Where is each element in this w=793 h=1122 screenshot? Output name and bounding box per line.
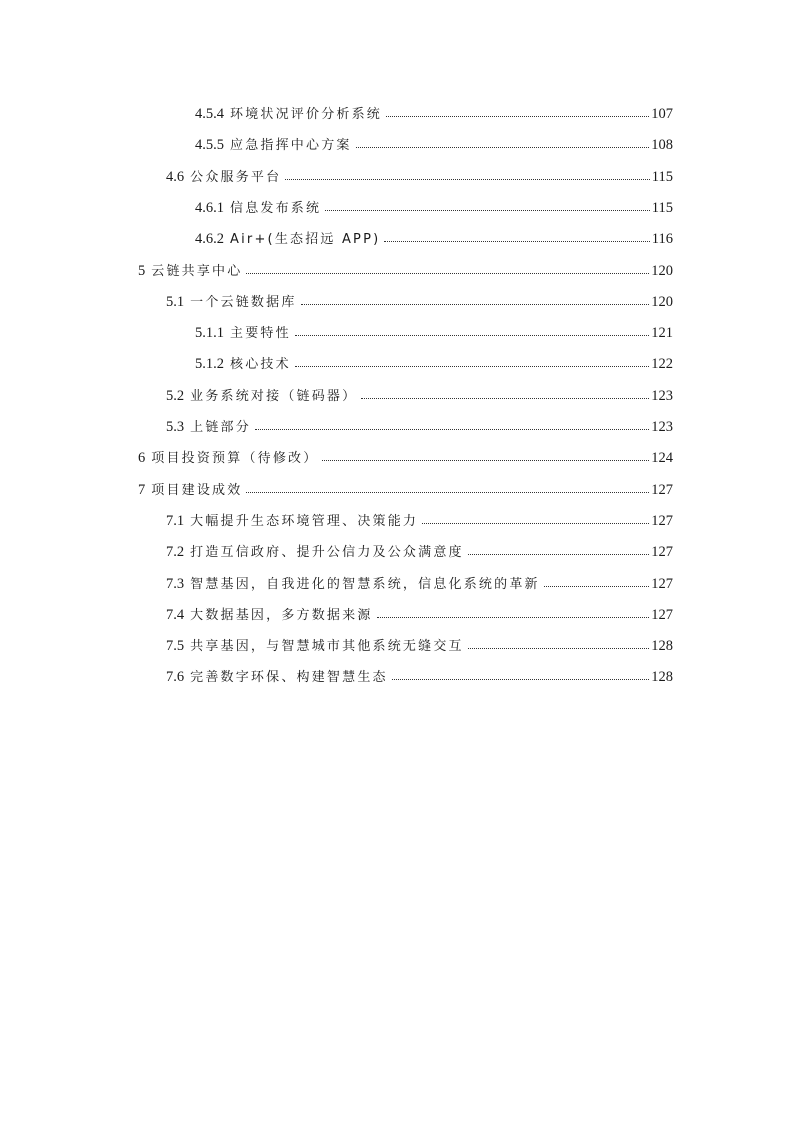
toc-entry-number: 5 [138,262,146,279]
toc-entry-page: 127 [651,481,673,498]
dot-leader [285,161,649,180]
dot-leader [295,317,649,336]
toc-entry-title: 公众服务平台 [190,169,282,185]
dot-leader [356,129,650,148]
toc-entry-page: 127 [651,544,673,561]
toc-entry-page: 123 [651,419,673,435]
dot-leader [468,630,650,649]
dot-leader [255,411,649,430]
toc-entry-page: 116 [651,231,673,248]
toc-entry-page: 128 [651,669,673,686]
toc-entry-number: 7.1 [166,512,185,529]
toc-entry-number: 4.6.2 [195,231,224,248]
toc-entry[interactable] [138,475,673,499]
toc-entry[interactable] [138,256,673,280]
toc-entry-title: 上链部分 [190,420,251,435]
toc-entry-number: 5.3 [166,419,185,435]
dot-leader [544,568,650,587]
toc-entry-number: 4.6 [166,168,185,185]
toc-entry-number: 5.1.1 [195,325,224,342]
toc-entry[interactable] [166,412,673,436]
toc-entry-title: 云链共享中心 [151,263,243,279]
toc-entry-title: 大数据基因，多方数据来源 [190,607,373,623]
toc-entry-page: 127 [651,512,673,529]
toc-entry-number: 5.1 [166,293,185,310]
toc-entry-title: 大幅提升生态环境管理、决策能力 [190,513,419,529]
toc-entry[interactable] [166,662,673,686]
toc-entry[interactable] [166,287,673,311]
dot-leader [386,98,649,117]
toc-entry[interactable] [166,631,673,655]
toc-entry-page: 124 [651,450,673,467]
dot-leader [422,505,649,524]
toc-entry[interactable] [195,318,673,342]
toc-entry[interactable] [195,224,673,248]
toc-entry[interactable] [166,537,673,561]
toc-entry-page: 127 [651,575,673,592]
toc-entry-title: 智慧基因，自我进化的智慧系统，信息化系统的革新 [190,576,540,592]
toc-entry[interactable] [138,443,673,467]
toc-entry[interactable] [195,99,673,123]
toc-entry-number: 7 [138,481,146,498]
toc-entry[interactable] [195,349,673,373]
toc-entry-page: 120 [651,293,673,310]
dot-leader [325,192,650,211]
toc-entry-title: 共享基因，与智慧城市其他系统无缝交互 [190,639,464,655]
dot-leader [246,474,649,493]
toc-entry-title: 打造互信政府、提升公信力及公众满意度 [190,545,464,561]
toc-entry-title: 项目建设成效 [151,482,243,498]
toc-entry-number: 5.1.2 [195,356,224,373]
toc-entry-page: 115 [651,168,673,185]
toc-entry-page: 122 [651,356,673,373]
toc-entry-number: 6 [138,450,146,467]
toc-entry-number: 7.6 [166,669,185,686]
toc-entry[interactable] [166,600,673,624]
toc-entry-number: 4.5.5 [195,137,224,154]
toc-entry-number: 7.5 [166,638,185,655]
dot-leader [468,536,650,555]
toc-entry-number: 4.5.4 [195,106,224,122]
dot-leader [295,348,649,367]
toc-entry-page: 121 [651,325,673,342]
toc-entry-number: 5.2 [166,387,185,404]
toc-entry[interactable] [166,381,673,405]
toc-entry-number: 4.6.1 [195,199,224,216]
dot-leader [392,661,650,680]
toc-entry-title: Air+(生态招远 APP) [230,232,381,248]
toc-entry[interactable] [195,193,673,217]
toc-entry-title: 环境状况评价分析系统 [230,107,383,122]
toc-entry-title: 完善数字环保、构建智慧生态 [190,670,388,686]
toc-entry-page: 123 [651,387,673,404]
toc-entry-title: 主要特性 [230,326,291,342]
toc-entry-page: 127 [651,606,673,623]
toc-entry-number: 7.4 [166,606,185,623]
toc-entry-page: 108 [651,137,673,154]
dot-leader [384,223,649,242]
toc-entry-title: 应急指挥中心方案 [230,138,352,154]
dot-leader [246,255,649,274]
dot-leader [301,286,650,305]
toc-entry-page: 107 [651,106,673,122]
toc-entry-page: 128 [651,638,673,655]
toc-entry[interactable] [166,569,673,593]
dot-leader [377,599,650,618]
toc-entry-number: 7.2 [166,544,185,561]
toc-entry-title: 一个云链数据库 [190,294,297,310]
toc-entry-title: 业务系统对接（链码器） [190,388,358,404]
toc-entry-page: 115 [651,199,673,216]
toc-entry-page: 120 [651,262,673,279]
toc-entry-title: 核心技术 [230,357,291,373]
toc-entry[interactable] [166,162,673,186]
toc-entry-number: 7.3 [166,575,185,592]
toc-entry-title: 信息发布系统 [230,200,322,216]
toc-entry[interactable] [166,506,673,530]
dot-leader [361,380,649,399]
toc-entry[interactable] [195,130,673,154]
toc-entry-title: 项目投资预算（待修改） [151,451,319,467]
dot-leader [322,442,649,461]
